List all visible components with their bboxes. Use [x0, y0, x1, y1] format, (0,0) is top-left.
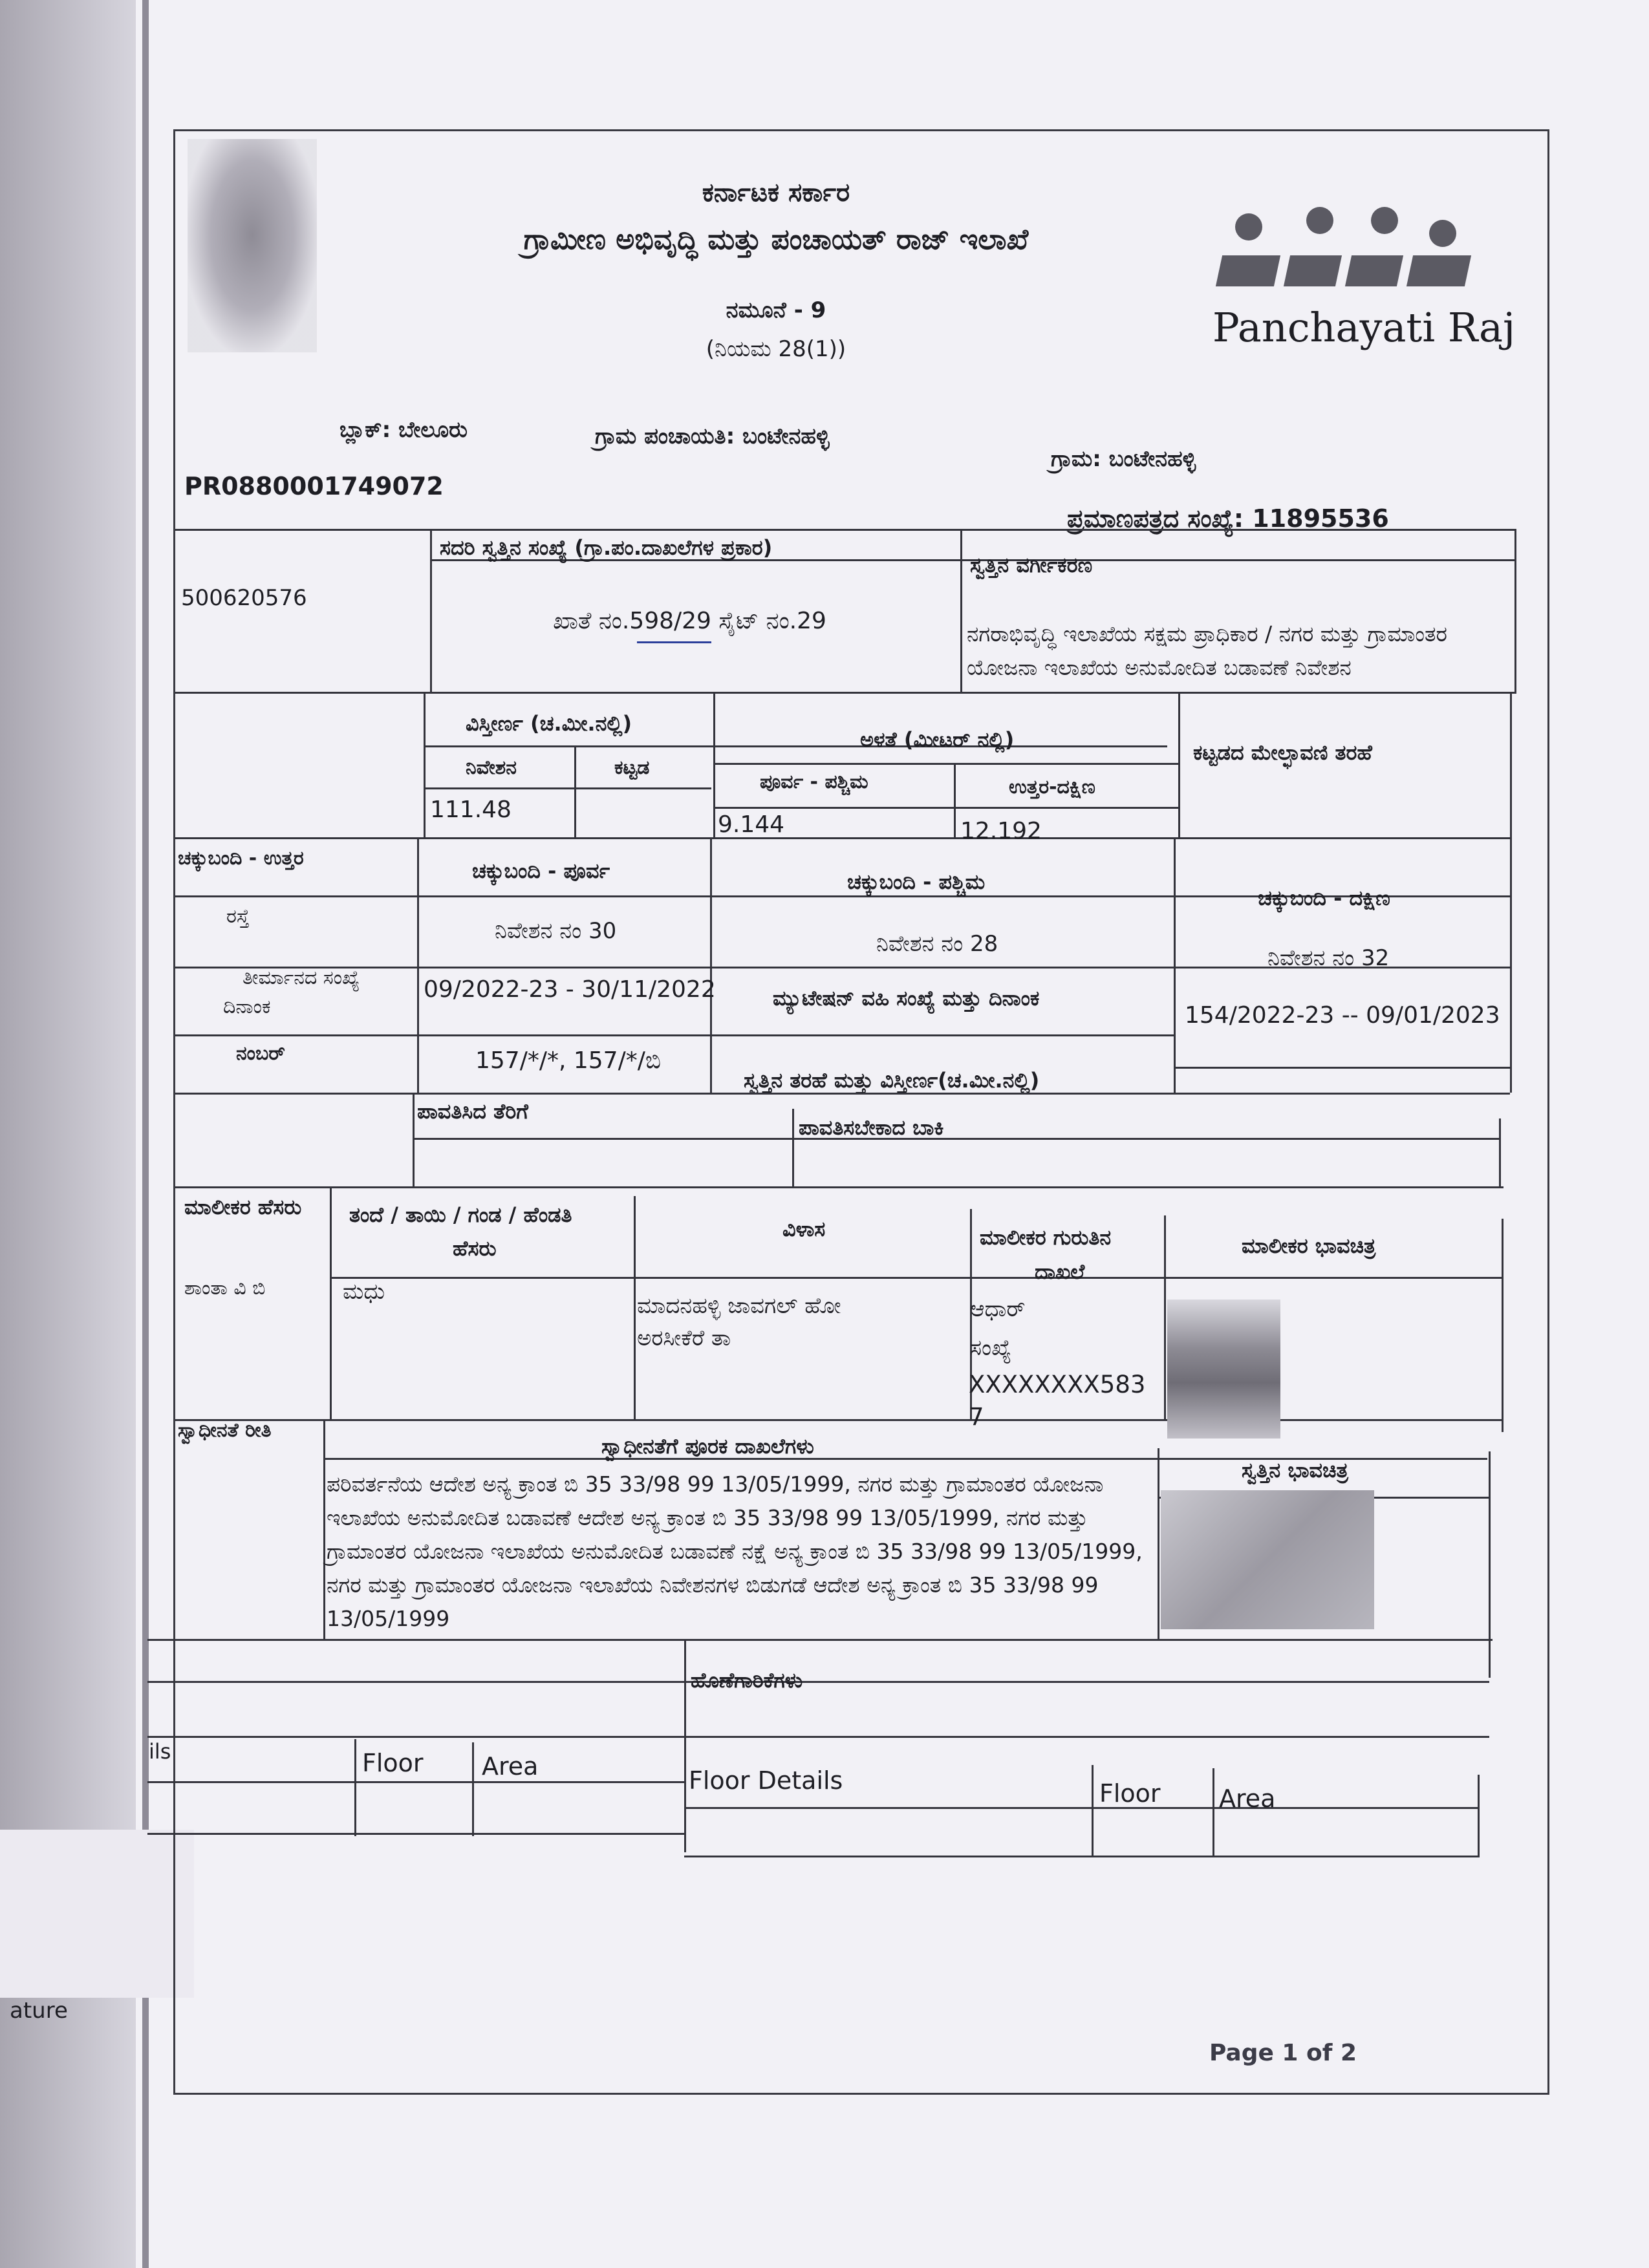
south-boundary-label: ಚಕ್ಕುಬಂದಿ - ದಕ್ಷಿಣ	[1258, 886, 1390, 910]
owner-photo-label: ಮಾಲೀಕರ ಭಾವಚಿತ್ರ	[1242, 1234, 1376, 1258]
signature-fragment: ature	[10, 1998, 68, 2024]
supporting-docs-label: ಸ್ವಾಧೀನತೆಗೆ ಪೂರಕ ದಾಖಲೆಗಳು	[601, 1434, 814, 1459]
property-photo	[1161, 1490, 1374, 1629]
roof-type-header: ಕಟ್ಟಡದ ಮೇಲ್ಛಾವಣಿ ತರಹೆ	[1193, 740, 1372, 765]
decision-value: 09/2022-23 - 30/11/2022	[424, 976, 716, 1003]
mutation-label: ಮ್ಯುಟೇಷನ್ ವಹಿ ಸಂಖ್ಯೆ ಮತ್ತು ದಿನಾಂಕ	[773, 986, 1040, 1011]
acquisition-method-label: ಸ್ವಾಧೀನತೆ ರೀತಿ	[178, 1419, 272, 1442]
floor-label-right: Floor	[1099, 1779, 1161, 1808]
tax-paid-label: ಪಾವತಿಸಿದ ತೆರಿಗೆ	[417, 1099, 528, 1124]
site-label: ನಿವೇಶನ	[466, 756, 517, 779]
survey-number-value: 157/*/*, 157/*/ಬಿ	[475, 1047, 662, 1074]
area-label-left: Area	[482, 1752, 539, 1781]
tax-due-label: ಪಾವತಿಸಬೇಕಾದ ಬಾಕಿ	[799, 1115, 944, 1140]
west-boundary-label: ಚಕ್ಕುಬಂದಿ - ಪಶ್ಚಿಮ	[847, 870, 986, 894]
id-type: ಆಧಾರ್	[970, 1296, 1026, 1322]
building-label: ಕಟ್ಟಡ	[614, 756, 650, 779]
property-classification-value: ನಗರಾಭಿವೃದ್ಧಿ ಇಲಾಖೆಯ ಸಕ್ಷಮ ಪ್ರಾಧಿಕಾರ / ನಗರ ಮತ್ತು ಗ್ರಾಮಾಂತರ ಯೋಜನಾ ಇಲಾಖೆಯ ಅನುಮೋದಿತ ಬಡಾವಣೆ ನಿವೇಶನ	[967, 621, 1447, 680]
liabilities-label: ಹೊಣೆಗಾರಿಕೆಗಳು	[691, 1668, 803, 1693]
property-number-value: ಖಾತೆ ನಂ.598/29 ಸೈಟ್ ನಂ.29	[553, 608, 826, 634]
site-area-value: 111.48	[430, 797, 512, 823]
page-number: Page 1 of 2	[1209, 2040, 1357, 2066]
owner-name-value: ಶಾಂತಾ ವಿ ಬಿ	[184, 1277, 266, 1300]
department-title: ಗ್ರಾಮೀಣ ಅಭಿವೃದ್ಧಿ ಮತ್ತು ಪಂಚಾಯತ್ ರಾಜ್ ಇಲಾಖೆ	[523, 223, 1029, 256]
parent-name-label-line1: ತಂದೆ / ತಾಯಿ / ಗಂಡ / ಹೆಂಡತಿ	[349, 1203, 572, 1227]
north-boundary-label: ಚಕ್ಕುಬಂದಿ - ಉತ್ತರ	[178, 847, 304, 870]
owner-name-label: ಮಾಲೀಕರ ಹೆಸರು	[184, 1195, 302, 1219]
row-id: 500620576	[181, 585, 307, 611]
road-label: ರಸ್ತೆ	[226, 905, 250, 928]
north-south-label: ಉತ್ತರ-ದಕ್ಷಿಣ	[1009, 776, 1095, 798]
address-line2: ಅರಸೀಕೆರೆ ತಾ	[637, 1325, 731, 1351]
owner-id-label-line1: ಮಾಲೀಕರ ಗುರುತಿನ	[980, 1225, 1112, 1250]
mutation-value: 154/2022-23 -- 09/01/2023	[1185, 1002, 1500, 1029]
north-south-value: 12.192	[960, 818, 1042, 844]
logo-text: Panchayati Raj	[1212, 304, 1516, 351]
dimensions-header: ಅಳತೆ (ಮೀಟರ್ ನಲ್ಲಿ)	[860, 727, 1015, 752]
id-number-value: XXXXXXXX583	[969, 1371, 1146, 1398]
govt-title: ಕರ್ನಾಟಕ ಸರ್ಕಾರ	[702, 178, 850, 208]
decision-number-label: ತೀರ್ಮಾನದ ಸಂಖ್ಯೆ	[242, 967, 360, 989]
taluk: ಬ್ಲಾಕ್: ಬೇಲೂರು	[339, 417, 468, 443]
property-id: PR0880001749072	[184, 472, 444, 500]
decision-date-label: ದಿನಾಂಕ	[223, 996, 271, 1018]
certificate-number: ಪ್ರಮಾಣಪತ್ರದ ಸಂಖ್ಯೆ: 11895536	[1067, 504, 1389, 533]
underlying-page-fold	[0, 1830, 194, 1998]
property-classification-header: ಸ್ವತ್ತಿನ ವರ್ಗೀಕರಣ	[970, 553, 1093, 577]
id-number-label: ಸಂಖ್ಯೆ	[970, 1335, 1011, 1361]
ink-underline	[637, 641, 711, 643]
property-number-header: ಸದರಿ ಸ್ವತ್ತಿನ ಸಂಖ್ಯೆ (ಗ್ರಾ.ಪಂ.ದಾಖಲೆಗಳ ಪ್ರಕಾರ)	[440, 535, 773, 560]
east-boundary-value: ನಿವೇಶನ ನಂ 30	[495, 918, 617, 944]
gram-panchayat: ಗ್ರಾಮ ಪಂಚಾಯತಿ: ಬಂಟೇನಹಳ್ಳಿ	[595, 423, 830, 449]
supporting-docs-value: ಪರಿವರ್ತನೆಯ ಆದೇಶ ಅನ್ಯ ಕ್ರಾಂತ ಬಿ 35 33/98 99 13/05/1999, ನಗರ ಮತ್ತು ಗ್ರಾಮಾಂತರ ಯೋಜನಾ ಇಲಾಖೆಯ ಅನುಮೋದಿತ ಬಡಾವಣೆ ಆದೇಶ ಅನ್ಯ ಕ್ರಾಂತ ಬಿ 35 33/98 99 13/05/1999, ನಗರ ಮತ್ತು ಗ್ರಾಮಾಂತರ ಯೋಜನಾ ಇಲಾಖೆಯ ಅನುಮೋದಿತ ಬಡಾವಣೆ ನಕ್ಷೆ ಅನ್ಯ ಕ್ರಾಂತ ಬಿ 35 33/98 99 13/05/1999, ನಗರ ಮತ್ತು ಗ್ರಾಮಾಂತರ ಯೋಜನಾ ಇಲಾಖೆಯ ನಿವೇಶನಗಳ ಬಿಡುಗಡೆ ಆದೇಶ ಅನ್ಯ ಕ್ರಾಂತ ಬಿ 35 33/98 99 13/05/1999	[327, 1471, 1143, 1631]
parent-name-value: ಮಧು	[343, 1279, 385, 1305]
karnataka-emblem-icon	[188, 139, 317, 352]
area-label-right: Area	[1219, 1784, 1276, 1813]
property-type-label: ಸ್ವತ್ತಿನ ತರಹೆ ಮತ್ತು ವಿಸ್ತೀರ್ಣ(ಚ.ಮೀ.ನಲ್ಲಿ)	[744, 1068, 1040, 1093]
rule-number: (ನಿಯಮ 28(1))	[706, 336, 846, 362]
west-boundary-value: ನಿವೇಶನ ನಂ 28	[876, 931, 998, 957]
east-boundary-label: ಚಕ್ಕುಬಂದಿ - ಪೂರ್ವ	[472, 859, 610, 883]
floor-label-left: Floor	[362, 1749, 424, 1777]
owner-photo	[1167, 1300, 1280, 1439]
parent-name-label-line2: ಹೆಸರು	[453, 1236, 497, 1261]
address-line1: ಮಾದನಹಳ್ಳಿ ಜಾವಗಲ್ ಹೋ	[637, 1293, 841, 1319]
village: ಗ್ರಾಮ: ಬಂಟೇನಹಳ್ಳಿ	[1051, 446, 1196, 472]
south-boundary-value: ನಿವೇಶನ ನಂ 32	[1267, 945, 1390, 971]
area-header: ವಿಸ್ತೀರ್ಣ (ಚ.ಮೀ.ನಲ್ಲಿ)	[466, 711, 632, 736]
address-label: ವಿಳಾಸ	[782, 1217, 826, 1241]
details-label-fragment: ils	[149, 1739, 171, 1764]
panchayati-raj-logo-icon	[1209, 200, 1481, 304]
id-number-last-digit: 7	[969, 1403, 984, 1431]
east-west-label: ಪೂರ್ವ - ಪಶ್ಚಿಮ	[760, 771, 868, 793]
owner-id-label-line2: ದಾಖಲೆ	[1035, 1259, 1085, 1284]
floor-details-label: Floor Details	[689, 1766, 843, 1795]
east-west-value: 9.144	[718, 811, 785, 838]
property-photo-label: ಸ್ವತ್ತಿನ ಭಾವಚಿತ್ರ	[1242, 1458, 1348, 1482]
form-number: ನಮೂನೆ - 9	[726, 297, 826, 323]
survey-number-label: ನಂಬರ್	[236, 1042, 285, 1065]
